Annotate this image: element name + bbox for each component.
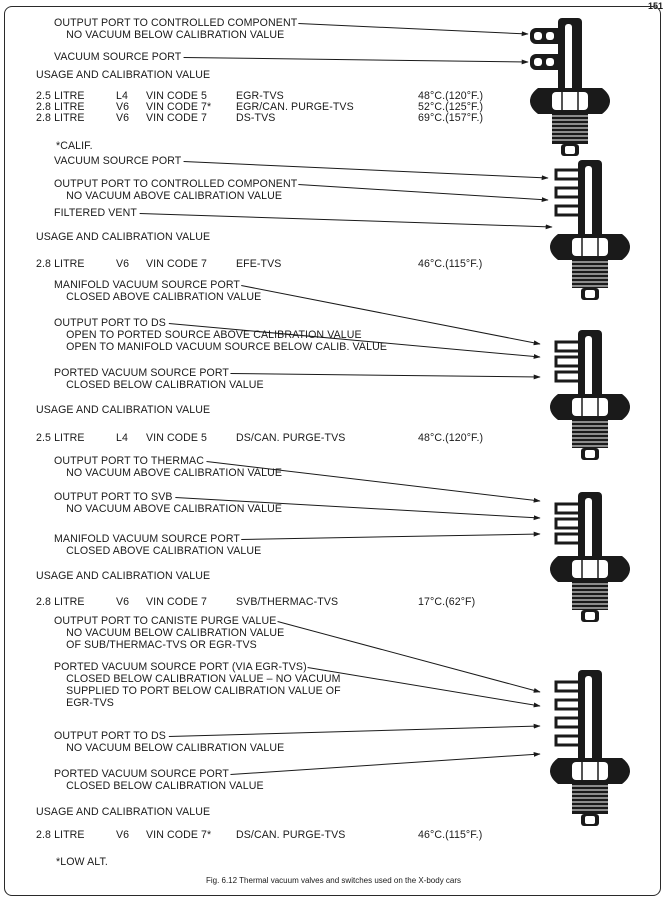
- port-label-line: PORTED VACUUM SOURCE PORT: [54, 768, 229, 780]
- usage-valve-type: EFE-TVS: [236, 258, 282, 270]
- thermal-vacuum-valve: [550, 670, 630, 826]
- usage-heading: USAGE AND CALIBRATION VALUE: [36, 806, 211, 818]
- port-label-line: OUTPUT PORT TO DS: [54, 730, 166, 742]
- usage-engine: L4: [116, 432, 128, 444]
- usage-vin-code: VIN CODE 5: [146, 432, 208, 444]
- footnote: *LOW ALT.: [56, 856, 108, 868]
- thermal-vacuum-valve: [550, 492, 630, 622]
- port-label-line: PORTED VACUUM SOURCE PORT (VIA EGR-TVS): [54, 661, 307, 673]
- leader-arrow: [230, 754, 540, 775]
- thermal-vacuum-valve: [550, 330, 630, 460]
- leader-arrow: [184, 58, 528, 63]
- leader-arrow: [184, 162, 548, 179]
- usage-valve-type: DS/CAN. PURGE-TVS: [236, 432, 346, 444]
- usage-vin-code: VIN CODE 7*: [146, 829, 212, 841]
- port-label-line: VACUUM SOURCE PORT: [54, 155, 182, 167]
- port-label-line: SUPPLIED TO PORT BELOW CALIBRATION VALUE OF: [54, 685, 341, 697]
- port-label-line: CLOSED BELOW CALIBRATION VALUE: [54, 780, 264, 792]
- port-label-line: CLOSED ABOVE CALIBRATION VALUE: [54, 291, 262, 303]
- usage-heading: USAGE AND CALIBRATION VALUE: [36, 69, 211, 81]
- usage-valve-type: EGR/CAN. PURGE-TVS: [236, 101, 354, 113]
- usage-engine: V6: [116, 258, 130, 270]
- port-label-line: NO VACUUM ABOVE CALIBRATION VALUE: [54, 503, 282, 515]
- port-label-line: OUTPUT PORT TO DS: [54, 317, 166, 329]
- usage-displacement: 2.8 LITRE: [36, 596, 85, 608]
- port-label-line: OUTPUT PORT TO CONTROLLED COMPONENT: [54, 17, 298, 29]
- port-label-line: NO VACUUM ABOVE CALIBRATION VALUE: [54, 190, 282, 202]
- port-label-line: OF SUB/THERMAC-TVS OR EGR-TVS: [54, 639, 257, 651]
- usage-displacement: 2.8 LITRE: [36, 101, 85, 113]
- leader-arrow: [140, 214, 552, 228]
- thermal-vacuum-valve: [550, 160, 630, 300]
- port-label-line: MANIFOLD VACUUM SOURCE PORT: [54, 279, 240, 291]
- usage-engine: V6: [116, 596, 130, 608]
- port-label-line: OPEN TO PORTED SOURCE ABOVE CALIBRATION VALUE: [54, 329, 362, 341]
- port-label-line: OPEN TO MANIFOLD VACUUM SOURCE BELOW CALIB. VALUE: [54, 341, 387, 353]
- leader-arrow: [241, 534, 540, 540]
- usage-calibration-value: 46°C.(115°F.): [418, 258, 483, 270]
- page-number: 151: [647, 1, 663, 11]
- usage-vin-code: VIN CODE 7*: [146, 101, 212, 113]
- port-label-line: VACUUM SOURCE PORT: [54, 51, 182, 63]
- usage-heading: USAGE AND CALIBRATION VALUE: [36, 404, 211, 416]
- port-label-line: NO VACUUM BELOW CALIBRATION VALUE: [54, 742, 285, 754]
- usage-engine: L4: [116, 90, 128, 102]
- usage-engine: V6: [116, 101, 130, 113]
- figure-caption: Fig. 6.12 Thermal vacuum valves and switches used on the X-body cars: [205, 876, 462, 885]
- usage-valve-type: DS/CAN. PURGE-TVS: [236, 829, 346, 841]
- usage-calibration-value: 17°C.(62°F): [418, 596, 476, 608]
- port-label-line: OUTPUT PORT TO SVB: [54, 491, 173, 503]
- usage-displacement: 2.5 LITRE: [36, 432, 85, 444]
- usage-calibration-value: 48°C.(120°F.): [418, 432, 484, 444]
- port-label-line: FILTERED VENT: [54, 207, 137, 219]
- usage-valve-type: DS-TVS: [236, 112, 276, 124]
- leader-arrow: [298, 24, 528, 35]
- port-label-line: OUTPUT PORT TO CANISTE PURGE VALUE: [54, 615, 277, 627]
- usage-displacement: 2.8 LITRE: [36, 112, 85, 124]
- usage-engine: V6: [116, 829, 130, 841]
- usage-heading: USAGE AND CALIBRATION VALUE: [36, 570, 211, 582]
- usage-valve-type: SVB/THERMAC-TVS: [236, 596, 339, 608]
- usage-calibration-value: 46°C.(115°F.): [418, 829, 483, 841]
- port-label-line: NO VACUUM BELOW CALIBRATION VALUE: [54, 29, 285, 41]
- footnote: *CALIF.: [56, 140, 93, 152]
- usage-valve-type: EGR-TVS: [236, 90, 284, 102]
- usage-displacement: 2.5 LITRE: [36, 90, 85, 102]
- usage-engine: V6: [116, 112, 130, 124]
- leader-arrow: [169, 726, 540, 737]
- port-label-line: NO VACUUM ABOVE CALIBRATION VALUE: [54, 467, 282, 479]
- usage-vin-code: VIN CODE 7: [146, 258, 208, 270]
- leader-arrow: [230, 374, 540, 378]
- leader-arrow: [298, 185, 548, 201]
- usage-heading: USAGE AND CALIBRATION VALUE: [36, 231, 211, 243]
- usage-vin-code: VIN CODE 7: [146, 596, 208, 608]
- port-label-line: EGR-TVS: [54, 697, 114, 709]
- port-label-line: OUTPUT PORT TO CONTROLLED COMPONENT: [54, 178, 298, 190]
- leader-arrow: [308, 668, 540, 707]
- port-label-line: CLOSED ABOVE CALIBRATION VALUE: [54, 545, 262, 557]
- port-label-line: NO VACUUM BELOW CALIBRATION VALUE: [54, 627, 285, 639]
- usage-displacement: 2.8 LITRE: [36, 829, 85, 841]
- usage-vin-code: VIN CODE 5: [146, 90, 208, 102]
- usage-calibration-value: 52°C.(125°F.): [418, 101, 484, 113]
- usage-calibration-value: 69°C.(157°F.): [418, 112, 484, 124]
- port-label-line: CLOSED BELOW CALIBRATION VALUE – NO VACUUM: [54, 673, 341, 685]
- usage-calibration-value: 48°C.(120°F.): [418, 90, 484, 102]
- usage-vin-code: VIN CODE 7: [146, 112, 208, 124]
- thermal-vacuum-valve: [530, 18, 610, 156]
- usage-displacement: 2.8 LITRE: [36, 258, 85, 270]
- port-label-line: CLOSED BELOW CALIBRATION VALUE: [54, 379, 264, 391]
- port-label-line: MANIFOLD VACUUM SOURCE PORT: [54, 533, 240, 545]
- port-label-line: PORTED VACUUM SOURCE PORT: [54, 367, 229, 379]
- port-label-line: OUTPUT PORT TO THERMAC: [54, 455, 204, 467]
